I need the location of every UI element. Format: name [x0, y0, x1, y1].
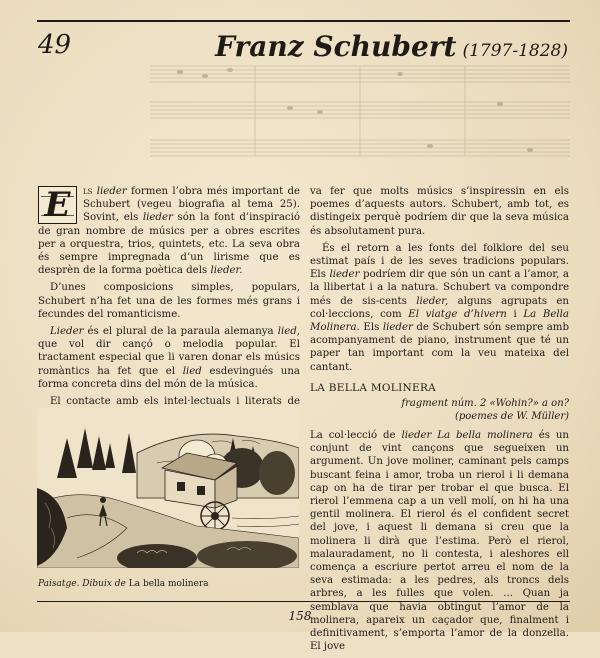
title-name: Franz Schubert	[215, 30, 457, 63]
bottom-rule	[37, 601, 570, 602]
music-score-background	[150, 58, 570, 178]
paragraph-4: El contacte amb els intel·lectuals i literats de	[50, 396, 300, 408]
paragraph-5: va fer que molts músics s’inspiressin en els poemes d’aquests autors. Schubert, amb tot, es distingeix perquè podríem dir que la seva música és absolutament pura.	[310, 186, 569, 237]
right-text-column	[310, 185, 569, 658]
illustration-caption: Paisatge. Dibuix de La bella molinera	[38, 579, 209, 589]
page-title	[215, 30, 568, 63]
epigraph: fragment núm. 2 «Wohin?» a on? (poemes de W. Müller)	[401, 398, 569, 423]
page-number: 158	[288, 609, 312, 623]
dropcap: E	[38, 186, 77, 224]
section-heading: LA BELLA MOLINERA	[310, 381, 437, 394]
paragraph-2: D’unes composicions simples, populars, Schubert n’ha fet una de les formes més grans i fecundes del romanticisme.	[38, 282, 300, 320]
title-dates: (1797-1828)	[462, 41, 568, 61]
landscape-illustration	[37, 408, 299, 568]
top-rule	[37, 20, 570, 22]
paragraph-1: E ls lieder formen l’obra més important de Schubert (vegeu biografia al tema 25). Sovint, els lieder són la font d’inspiració de gran nombre de músics per a obres escrites per a orquestra, trios, quintets, etc. La seva obra és sempre impregnada d’un lirisme que es desprèn de la forma poètica dels lieder.	[38, 185, 300, 277]
paragraph-6: És el retorn a les fonts del folklore del seu estimat país i de les seves tradicions populars. Els lieder podríem dir que són un cant a l’amor, a la llibertat i a la natura. Schubert va compondre més de sis-cents lieder, alguns agrupats en col·leccions, com El viatge d’hivern i La Bella Molinera. Els lieder de Schubert són sempre amb acompanyament de piano, instrument que té un paper tan important com la veu mateixa del cantant.	[310, 242, 570, 373]
paragraph-3: Lieder és el plural de la paraula alemanya lied, que vol dir cançó o melodia popular. El tractament especial que li varen donar els músics romàntics ha fet que el lied esdevingués una forma concreta dins del món de la música.	[38, 326, 300, 390]
left-text-column	[38, 185, 300, 425]
paragraph-7: La col·lecció de lieder La bella molinera és un conjunt de vint cançons que segueixen un argument. Un jove moliner, caminant pels camps buscant feina i amor, troba un rierol i li demana cap on ha de tirar per trobar el que busca. El rierol l’emmena cap a un vell molí, on hi ha una gentil molinera. El rierol és el confident secret del jove, i aquest li demana si creu que la molinera li dirà que l’estima. Però el rierol, malauradament, no li contesta, i aleshores ell comença a escriure pertot arreu el nom de la seva estimada: a les pedres, als troncs dels arbres, a les fulles que volen. ... Quan ja semblava que havia obtingut l’amor de la molinera, apareix un caçador que, finalment i definitivament, s’emporta l’amor de la donzella. El jove	[310, 430, 569, 653]
chapter-number: 49	[38, 30, 72, 60]
